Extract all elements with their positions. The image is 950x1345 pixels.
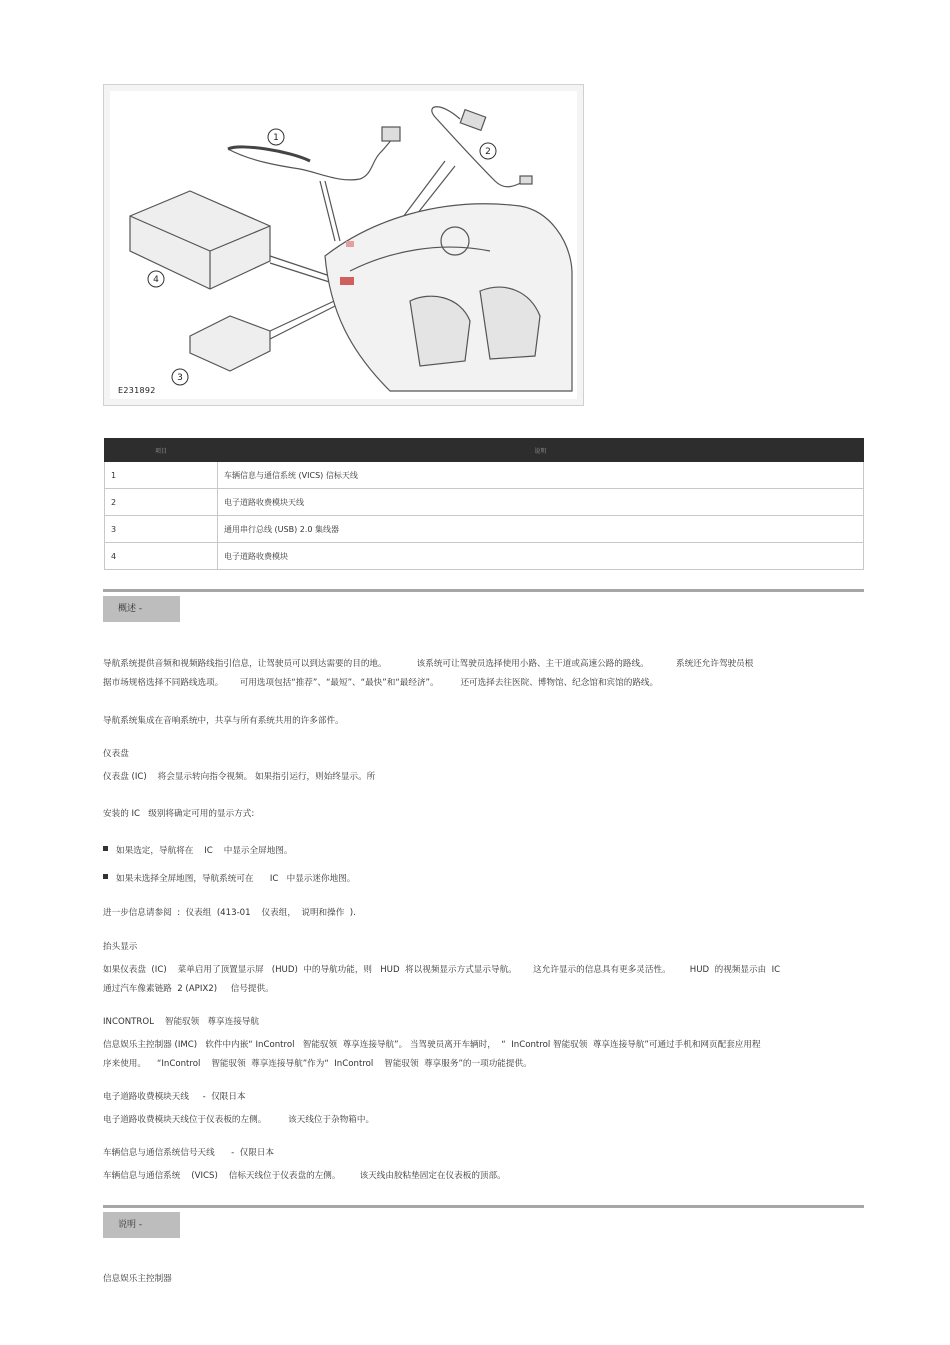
header-description: 说明: [218, 439, 864, 462]
leader-line-1: [320, 181, 340, 241]
imc-heading: 信息娱乐主控制器: [103, 1274, 172, 1284]
bullet-text: 如果未选择全屏地图，导航系统可在 IC 中显示迷你地图。: [116, 874, 356, 884]
hud-heading: 抬头显示: [103, 942, 138, 952]
etc-text: 电子道路收费模块天线位于仪表板的左侧。 该天线位于杂物箱中。: [103, 1115, 375, 1125]
ic-text: 仪表盘 (IC) 将会显示转向指令视频。 如果指引运行，则始终显示。所: [103, 772, 376, 782]
highlight-module-location: [340, 277, 354, 285]
callout-4: 4: [153, 275, 159, 285]
list-item: [103, 845, 292, 857]
callout-3: 3: [177, 373, 183, 383]
ic-heading: 仪表盘: [103, 749, 129, 759]
description-divider: [103, 1205, 864, 1208]
bullet-text: 如果选定，导航将在 IC 中显示全屏地图。: [116, 846, 293, 856]
vics-text: 车辆信息与通信系统 (VICS) 信标天线位于仪表盘的左侧。 该天线由胶粘垫固定在仪表板的顶部。: [103, 1171, 506, 1181]
reference-link[interactable]: 进一步信息请参阅 : 仪表组 (413-01 仪表组， 说明和操作 ).: [103, 908, 356, 918]
usb-hub-body: [190, 316, 270, 371]
vics-antenna-strip: [228, 147, 310, 161]
list-item: [103, 873, 355, 885]
highlight-antenna-location: [346, 241, 354, 247]
hud-text: 如果仪表盘 (IC) 菜单启用了顶置显示屏 (HUD) 中的导航功能，则 HUD 将以视频显示方式显示导航。 这允许显示的信息具有更多灵活性。 HUD 的视频显示由 IC 通过汽车像素链路 2 (APIX2) 信号提供。: [103, 965, 781, 994]
row-number: 1: [105, 462, 218, 489]
component-location-figure: [103, 84, 584, 406]
row-description: 车辆信息与通信系统 (VICS) 信标天线: [218, 462, 864, 489]
header-item: 项目: [105, 439, 218, 462]
overview-paragraph: 导航系统提供音频和视频路线指引信息，让驾驶员可以到达需要的目的地。 该系统可让驾驶员选择使用小路、主干道或高速公路的路线。 系统还允许驾驶员根 据市场规格选择不同路线选项。 可用选项包括“推荐”、“最短”、“最快”和“最经济”。 还可选择去往医院、博物馆、纪念馆和宾馆的路线。: [103, 659, 754, 688]
description-section-tab[interactable]: 说明 -: [103, 1212, 180, 1238]
row-number: 4: [105, 543, 218, 570]
vics-connector: [382, 127, 400, 141]
callout-2: 2: [485, 147, 491, 157]
etc-heading: 电子道路收费模块天线 - 仅限日本: [103, 1092, 246, 1102]
etc-connector: [520, 176, 532, 184]
row-description: 电子道路收费模块: [218, 543, 864, 570]
table-row: [105, 462, 864, 489]
integration-paragraph: 导航系统集成在音响系统中，共享与所有系统共用的许多部件。: [103, 716, 344, 726]
incontrol-heading: INCONTROL 智能驭领 尊享连接导航: [103, 1017, 259, 1027]
row-number: 2: [105, 489, 218, 516]
vics-cable: [228, 136, 395, 180]
driver-seat: [410, 296, 470, 366]
table-header-row: [105, 439, 864, 462]
etc-antenna-pad: [460, 110, 485, 131]
callout-1: 1: [273, 133, 279, 143]
bullet-icon: [103, 874, 108, 879]
row-description: 电子道路收费模块天线: [218, 489, 864, 516]
parts-table: [104, 438, 864, 570]
ic-level-text: 安装的 IC 级别将确定可用的显示方式:: [103, 809, 255, 819]
figure-canvas: [110, 91, 577, 399]
table-row: [105, 543, 864, 570]
table-row: [105, 489, 864, 516]
overview-divider: [103, 589, 864, 592]
row-number: 3: [105, 516, 218, 543]
overview-section-tab[interactable]: 概述 -: [103, 596, 180, 622]
bullet-icon: [103, 846, 108, 851]
table-row: [105, 516, 864, 543]
figure-id-label: E231892: [118, 386, 156, 395]
incontrol-text: 信息娱乐主控制器 (IMC) 软件中内嵌“ InControl 智能驭领 尊享连接导航”。 当驾驶员离开车辆时， “ InControl 智能驭领 尊享连接导航”可通过手机和网页配套应用程 序来使用。 “InControl 智能驭领 尊享连接导航”作为“ InControl 智能驭领 尊享服务”的一项功能提供。: [103, 1040, 761, 1069]
row-description: 通用串行总线 (USB) 2.0 集线器: [218, 516, 864, 543]
vics-heading: 车辆信息与通信系统信号天线 - 仅限日本: [103, 1148, 275, 1158]
vehicle-component-illustration: [110, 91, 577, 399]
